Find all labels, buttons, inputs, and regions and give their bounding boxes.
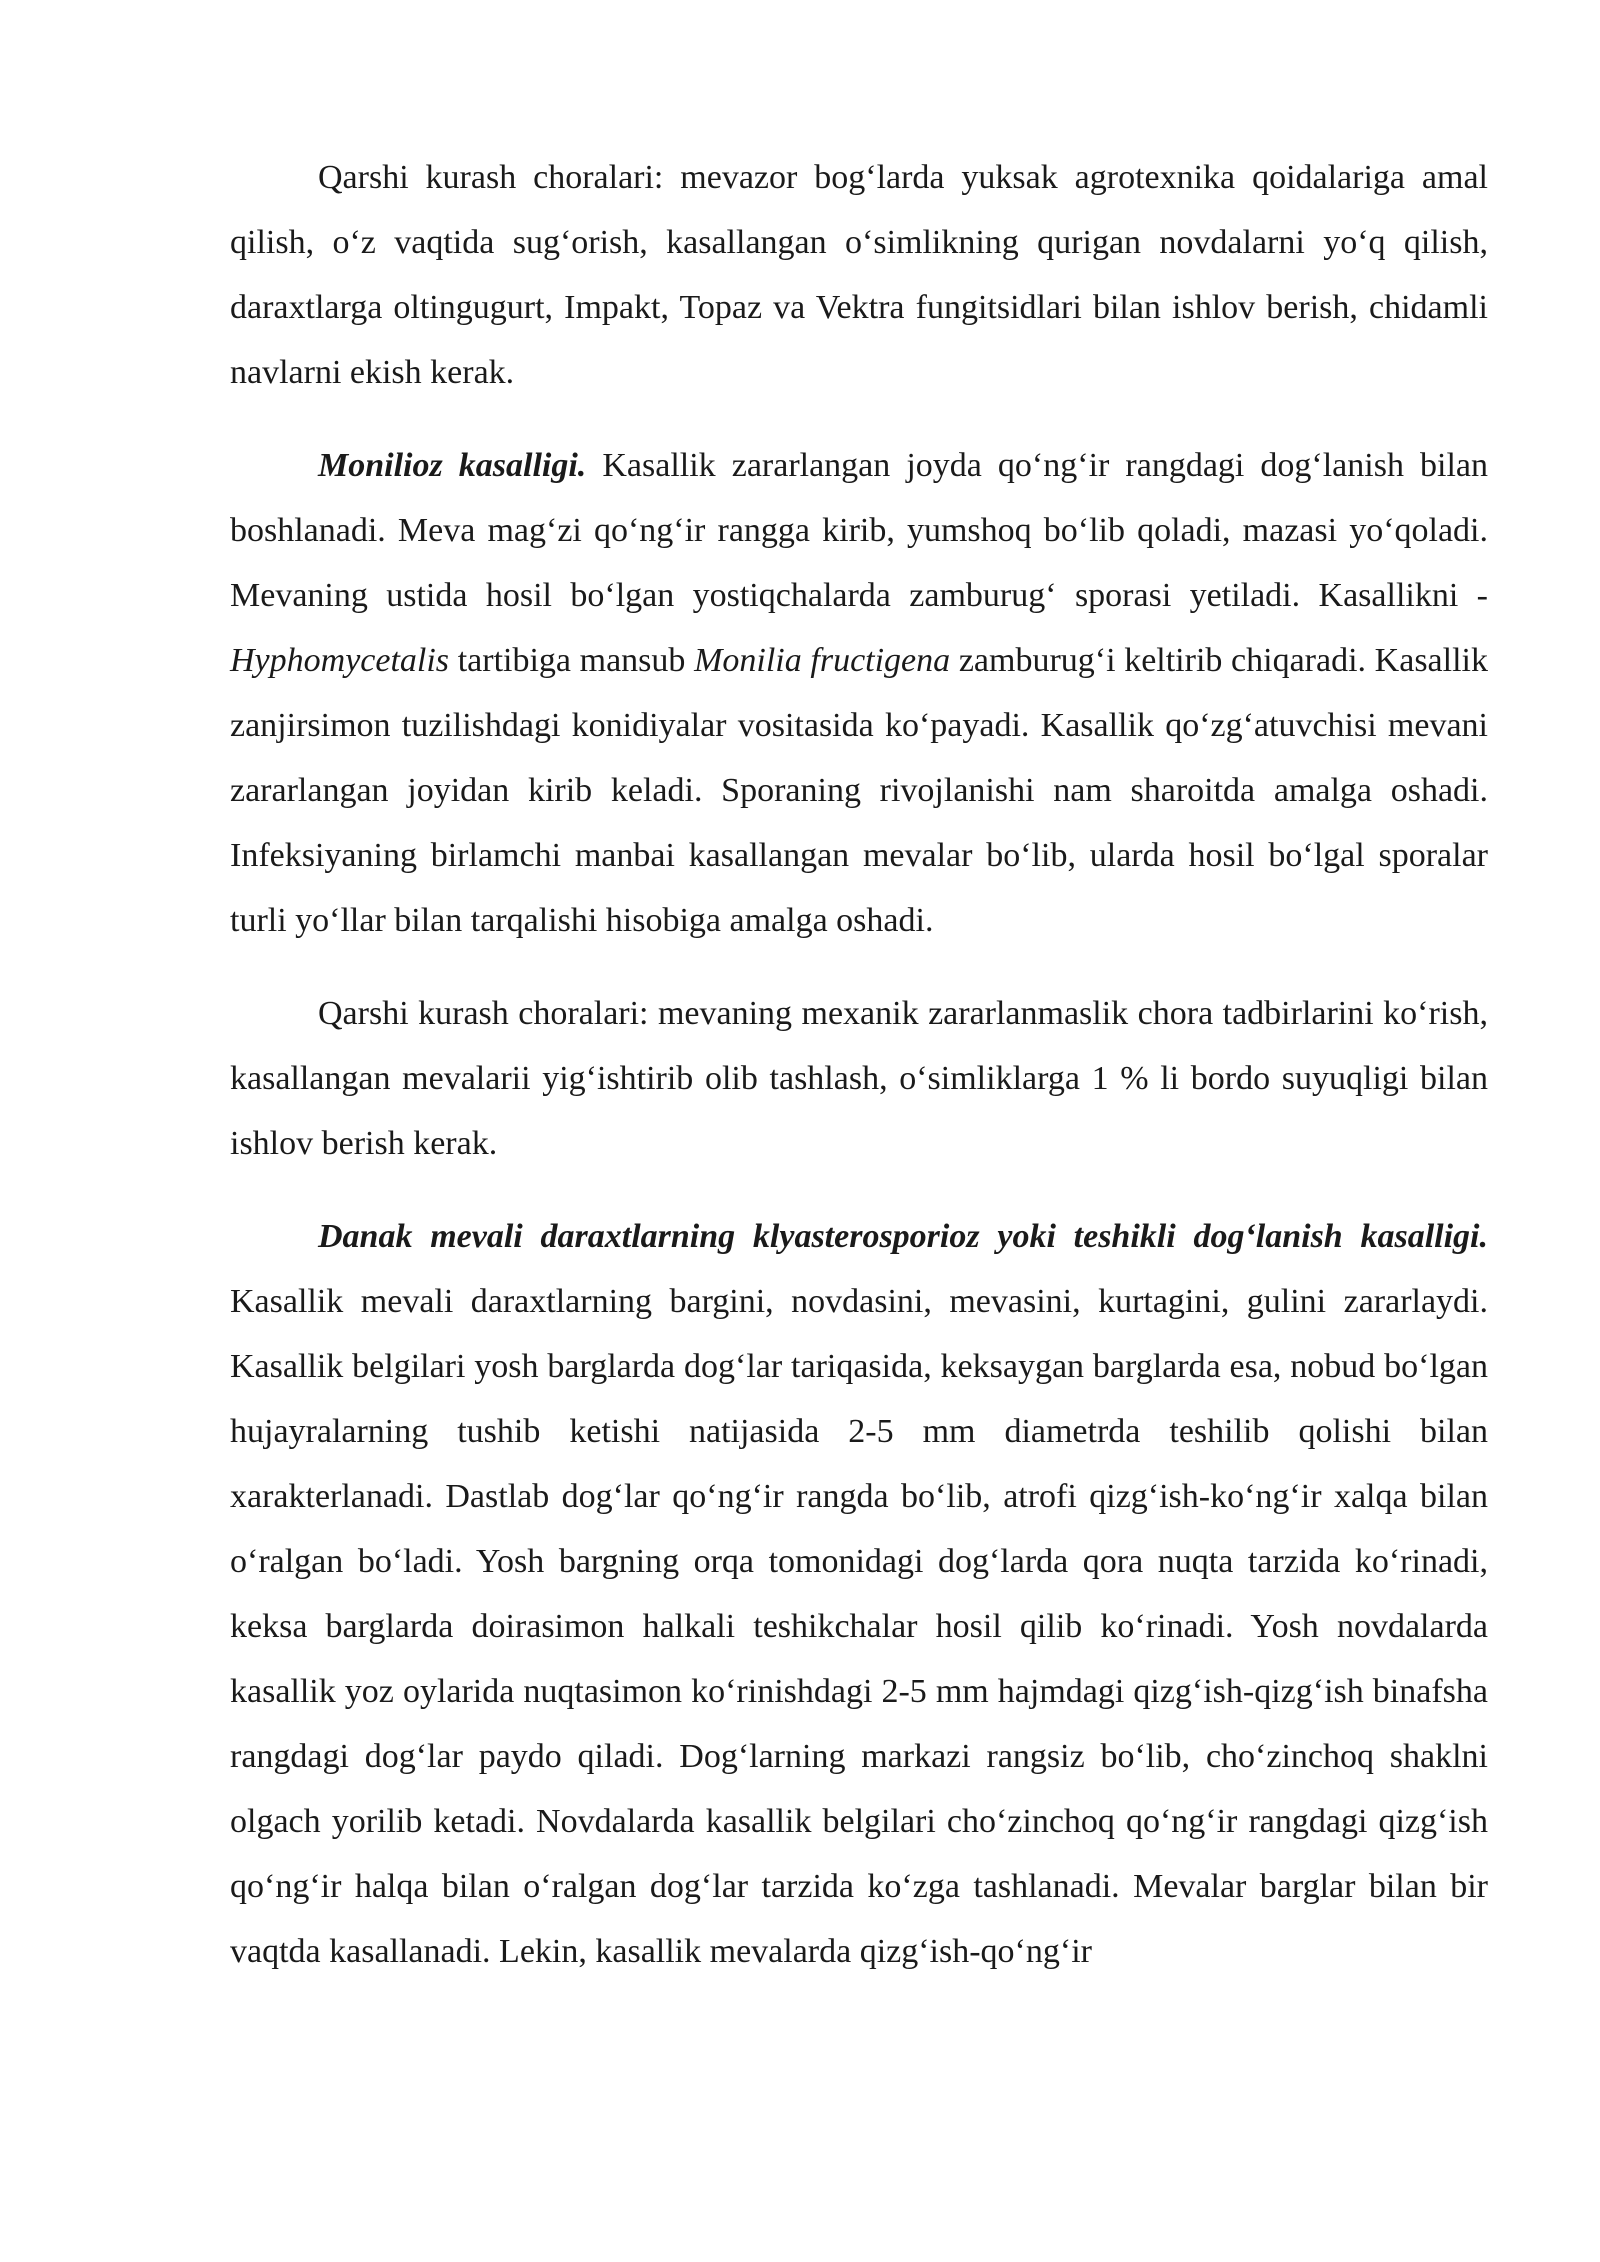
paragraph-text: tartibiga mansub — [449, 642, 695, 679]
paragraph-text: Qarshi kurash choralari: mevaning mexanik zararlanmaslik chora tadbirlarini ko‘rish, kasallangan mevalarii yig‘ishtirib olib tashlash, o‘simliklarga 1 % li bordo suyuqligi bilan ishlov berish kerak. — [230, 995, 1488, 1162]
paragraph-monilioz — [230, 433, 1488, 953]
paragraph-klyasterosporioz — [230, 1204, 1488, 1984]
section-heading-monilioz: Monilioz kasalligi. — [318, 447, 587, 484]
paragraph-text: Qarshi kurash choralari: mevazor bog‘larda yuksak agrotexnika qoidalariga amal qilish, o‘z vaqtida sug‘orish, kasallangan o‘simlikning qurigan novdalarni yo‘q qilish, daraxtlarga oltingugurt, Impakt, Topaz va Vektra fungitsidlari bilan ishlov berish, chidamli navlarni ekish kerak. — [230, 159, 1488, 391]
paragraph-control-measures-2 — [230, 981, 1488, 1176]
paragraph-text: Kasallik zararlangan joyda qo‘ng‘ir rangdagi dog‘lanish bilan boshlanadi. Meva mag‘zi qo‘ng‘ir rangga kirib, yumshoq bo‘lib qoladi, mazasi yo‘qoladi. Mevaning ustida hosil bo‘lgan yostiqchalarda zamburug‘ sporasi yetiladi. Kasallikni - — [230, 447, 1488, 614]
paragraph-text: Kasallik mevali daraxtlarning bargini, novdasini, mevasini, kurtagini, gulini zararlaydi. Kasallik belgilari yosh barglarda dog‘lar tariqasida, keksaygan barglarda esa, nobud bo‘lgan hujayralarning tushib ketishi natijasida 2-5 mm diametrda teshilib qolishi bilan xarakterlanadi. Dastlab dog‘lar qo‘ng‘ir rangda bo‘lib, atrofi qizg‘ish-ko‘ng‘ir xalqa bilan o‘ralgan bo‘ladi. Yosh bargning orqa tomonidagi dog‘larda qora nuqta tarzida ko‘rinadi, keksa barglarda doirasimon halkali teshikchalar hosil qilib ko‘rinadi. Yosh novdalarda kasallik yoz oylarida nuqtasimon ko‘rinishdagi 2-5 mm hajmdagi qizg‘ish-qizg‘ish binafsha rangdagi dog‘lar paydo qiladi. Dog‘larning markazi rangsiz bo‘lib, cho‘zinchoq shaklni olgach yorilib ketadi. Novdalarda kasallik belgilari cho‘zinchoq qo‘ng‘ir rangdagi qizg‘ish qo‘ng‘ir halqa bilan o‘ralgan dog‘lar tarzida ko‘zga tashlanadi. Mevalar barglar bilan bir vaqtda kasallanadi. Lekin, kasallik mevalarda qizg‘ish-qo‘ng‘ir — [230, 1283, 1488, 1970]
paragraph-text: zamburug‘i keltirib chiqaradi. Kasallik zanjirsimon tuzilishdagi konidiyalar vositasida ko‘payadi. Kasallik qo‘zg‘atuvchisi mevani zararlangan joyidan kirib keladi. Sporaning rivojlanishi nam sharoitda amalga oshadi. Infeksiyaning birlamchi manbai kasallangan mevalar bo‘lib, ularda hosil bo‘lgal sporalar turli yo‘llar bilan tarqalishi hisobiga amalga oshadi. — [230, 642, 1488, 939]
latin-term-order: Hyphomycetalis — [230, 642, 450, 679]
document-body — [230, 145, 1488, 2012]
section-heading-klyasterosporioz: Danak mevali daraxtlarning klyasterosporioz yoki teshikli dog‘lanish kasalligi. — [318, 1218, 1488, 1255]
latin-term-species: Monilia fructigena — [694, 642, 951, 679]
paragraph-control-measures-1 — [230, 145, 1488, 405]
